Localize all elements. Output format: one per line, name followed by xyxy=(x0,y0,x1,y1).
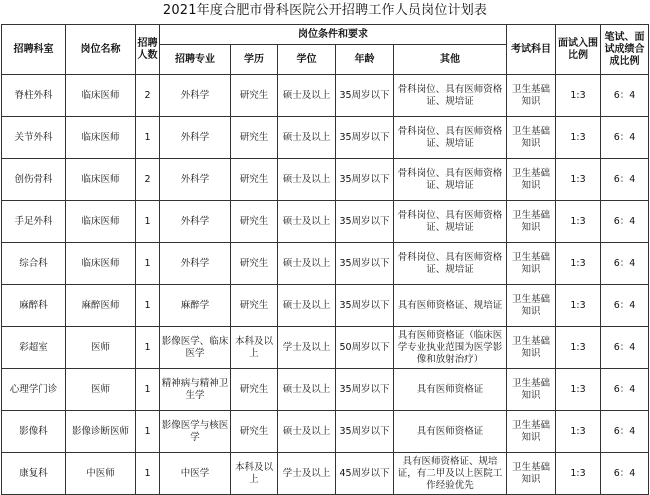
cell-interview-ratio: 1:3 xyxy=(556,117,601,159)
cell-major: 外科学 xyxy=(160,159,231,201)
cell-dept: 综合科 xyxy=(2,243,66,285)
cell-position: 医师 xyxy=(66,327,136,369)
cell-major: 麻醉学 xyxy=(160,285,231,327)
cell-other: 骨科岗位、具有医师资格证、规培证 xyxy=(394,75,507,117)
cell-score-ratio: 6：4 xyxy=(601,243,649,285)
cell-dept: 创伤骨科 xyxy=(2,159,66,201)
cell-interview-ratio: 1:3 xyxy=(556,369,601,411)
cell-major: 外科学 xyxy=(160,243,231,285)
cell-dept: 彩超室 xyxy=(2,327,66,369)
header-dept: 招聘科室 xyxy=(2,25,66,75)
cell-degree: 硕士及以上 xyxy=(278,369,336,411)
cell-other: 具有医师资格证、规培证 xyxy=(394,285,507,327)
header-score-ratio: 笔试、面试成绩合成比例 xyxy=(601,25,649,75)
cell-position: 临床医师 xyxy=(66,243,136,285)
cell-score-ratio: 6：4 xyxy=(601,285,649,327)
cell-age: 35周岁以下 xyxy=(336,117,394,159)
cell-exam: 卫生基础知识 xyxy=(507,453,556,495)
cell-exam: 卫生基础知识 xyxy=(507,411,556,453)
cell-degree: 硕士及以上 xyxy=(278,285,336,327)
header-exam: 考试科目 xyxy=(507,25,556,75)
table-row xyxy=(2,159,649,201)
cell-education: 研究生 xyxy=(231,369,278,411)
cell-exam: 卫生基础知识 xyxy=(507,285,556,327)
cell-education: 本科及以上 xyxy=(231,453,278,495)
cell-dept: 康复科 xyxy=(2,453,66,495)
cell-age: 35周岁以下 xyxy=(336,369,394,411)
cell-degree: 硕士及以上 xyxy=(278,159,336,201)
cell-other: 骨科岗位、具有医师资格证、规培证 xyxy=(394,117,507,159)
cell-count: 1 xyxy=(136,369,160,411)
cell-position: 临床医师 xyxy=(66,159,136,201)
cell-age: 35周岁以下 xyxy=(336,411,394,453)
cell-count: 1 xyxy=(136,285,160,327)
cell-score-ratio: 6：4 xyxy=(601,75,649,117)
cell-age: 35周岁以下 xyxy=(336,285,394,327)
cell-exam: 卫生基础知识 xyxy=(507,369,556,411)
cell-major: 影像医学、临床医学 xyxy=(160,327,231,369)
header-conditions: 岗位条件和要求 xyxy=(160,25,507,45)
table-row xyxy=(2,327,649,369)
cell-education: 研究生 xyxy=(231,285,278,327)
cell-age: 35周岁以下 xyxy=(336,243,394,285)
cell-other: 具有医师资格证（临床医学专业执业范围为医学影像和放射治疗） xyxy=(394,327,507,369)
cell-exam: 卫生基础知识 xyxy=(507,117,556,159)
cell-dept: 脊柱外科 xyxy=(2,75,66,117)
cell-education: 研究生 xyxy=(231,159,278,201)
cell-position: 医师 xyxy=(66,369,136,411)
cell-position: 中医师 xyxy=(66,453,136,495)
cell-major: 精神病与精神卫生学 xyxy=(160,369,231,411)
cell-other: 具有医师资格证 xyxy=(394,411,507,453)
header-degree: 学位 xyxy=(278,45,336,75)
page-title: 2021年度合肥市骨科医院公开招聘工作人员岗位计划表 xyxy=(162,3,488,18)
table-row xyxy=(2,75,649,117)
cell-other: 骨科岗位、具有医师资格证、规培证 xyxy=(394,243,507,285)
cell-degree: 硕士及以上 xyxy=(278,243,336,285)
cell-count: 1 xyxy=(136,201,160,243)
cell-count: 1 xyxy=(136,411,160,453)
cell-major: 外科学 xyxy=(160,201,231,243)
cell-age: 35周岁以下 xyxy=(336,75,394,117)
cell-score-ratio: 6：4 xyxy=(601,453,649,495)
cell-exam: 卫生基础知识 xyxy=(507,327,556,369)
table-row xyxy=(2,411,649,453)
cell-other: 具有医师资格证、规培证，有二甲及以上医院工作经验优先 xyxy=(394,453,507,495)
table-row xyxy=(2,285,649,327)
cell-exam: 卫生基础知识 xyxy=(507,75,556,117)
cell-age: 35周岁以下 xyxy=(336,201,394,243)
cell-major: 外科学 xyxy=(160,75,231,117)
header-other: 其他 xyxy=(394,45,507,75)
cell-position: 影像诊断医师 xyxy=(66,411,136,453)
cell-education: 本科及以上 xyxy=(231,327,278,369)
cell-degree: 硕士及以上 xyxy=(278,75,336,117)
table-row xyxy=(2,201,649,243)
cell-other: 具有医师资格证 xyxy=(394,369,507,411)
cell-interview-ratio: 1:3 xyxy=(556,285,601,327)
header-interview-ratio: 面试入围比例 xyxy=(556,25,601,75)
header-age: 年龄 xyxy=(336,45,394,75)
cell-other: 骨科岗位、具有医师资格证、规培证 xyxy=(394,159,507,201)
cell-exam: 卫生基础知识 xyxy=(507,243,556,285)
cell-interview-ratio: 1:3 xyxy=(556,201,601,243)
cell-degree: 硕士及以上 xyxy=(278,411,336,453)
header-count: 招聘人数 xyxy=(136,25,160,75)
cell-position: 麻醉医师 xyxy=(66,285,136,327)
cell-position: 临床医师 xyxy=(66,75,136,117)
cell-major: 外科学 xyxy=(160,117,231,159)
cell-dept: 关节外科 xyxy=(2,117,66,159)
table-row xyxy=(2,369,649,411)
cell-position: 临床医师 xyxy=(66,201,136,243)
cell-score-ratio: 6：4 xyxy=(601,159,649,201)
cell-count: 1 xyxy=(136,243,160,285)
cell-education: 研究生 xyxy=(231,411,278,453)
cell-other: 骨科岗位、具有医师资格证、规培证 xyxy=(394,201,507,243)
cell-count: 2 xyxy=(136,75,160,117)
cell-dept: 影像科 xyxy=(2,411,66,453)
cell-degree: 学士及以上 xyxy=(278,453,336,495)
cell-education: 研究生 xyxy=(231,243,278,285)
cell-count: 1 xyxy=(136,327,160,369)
cell-count: 1 xyxy=(136,453,160,495)
cell-degree: 硕士及以上 xyxy=(278,117,336,159)
cell-count: 2 xyxy=(136,159,160,201)
cell-age: 50周岁以下 xyxy=(336,327,394,369)
recruitment-plan-table xyxy=(1,24,649,495)
header-major: 招聘专业 xyxy=(160,45,231,75)
cell-age: 35周岁以下 xyxy=(336,159,394,201)
cell-education: 研究生 xyxy=(231,117,278,159)
header-position: 岗位名称 xyxy=(66,25,136,75)
cell-position: 临床医师 xyxy=(66,117,136,159)
cell-score-ratio: 6：4 xyxy=(601,327,649,369)
cell-education: 研究生 xyxy=(231,75,278,117)
header-row-1 xyxy=(2,25,649,45)
header-education: 学历 xyxy=(231,45,278,75)
cell-count: 1 xyxy=(136,117,160,159)
cell-major: 中医学 xyxy=(160,453,231,495)
cell-major: 影像医学与核医学 xyxy=(160,411,231,453)
cell-age: 45周岁以下 xyxy=(336,453,394,495)
cell-score-ratio: 6：4 xyxy=(601,201,649,243)
cell-dept: 心理学门诊 xyxy=(2,369,66,411)
cell-dept: 麻醉科 xyxy=(2,285,66,327)
cell-dept: 手足外科 xyxy=(2,201,66,243)
cell-interview-ratio: 1:3 xyxy=(556,159,601,201)
cell-interview-ratio: 1:3 xyxy=(556,453,601,495)
cell-score-ratio: 6：4 xyxy=(601,411,649,453)
cell-exam: 卫生基础知识 xyxy=(507,159,556,201)
cell-interview-ratio: 1:3 xyxy=(556,411,601,453)
table-row xyxy=(2,117,649,159)
cell-score-ratio: 6：4 xyxy=(601,117,649,159)
cell-interview-ratio: 1:3 xyxy=(556,327,601,369)
cell-interview-ratio: 1:3 xyxy=(556,75,601,117)
cell-degree: 硕士及以上 xyxy=(278,201,336,243)
cell-exam: 卫生基础知识 xyxy=(507,201,556,243)
cell-score-ratio: 6：4 xyxy=(601,369,649,411)
cell-education: 研究生 xyxy=(231,201,278,243)
table-row xyxy=(2,243,649,285)
cell-interview-ratio: 1:3 xyxy=(556,243,601,285)
cell-degree: 学士及以上 xyxy=(278,327,336,369)
